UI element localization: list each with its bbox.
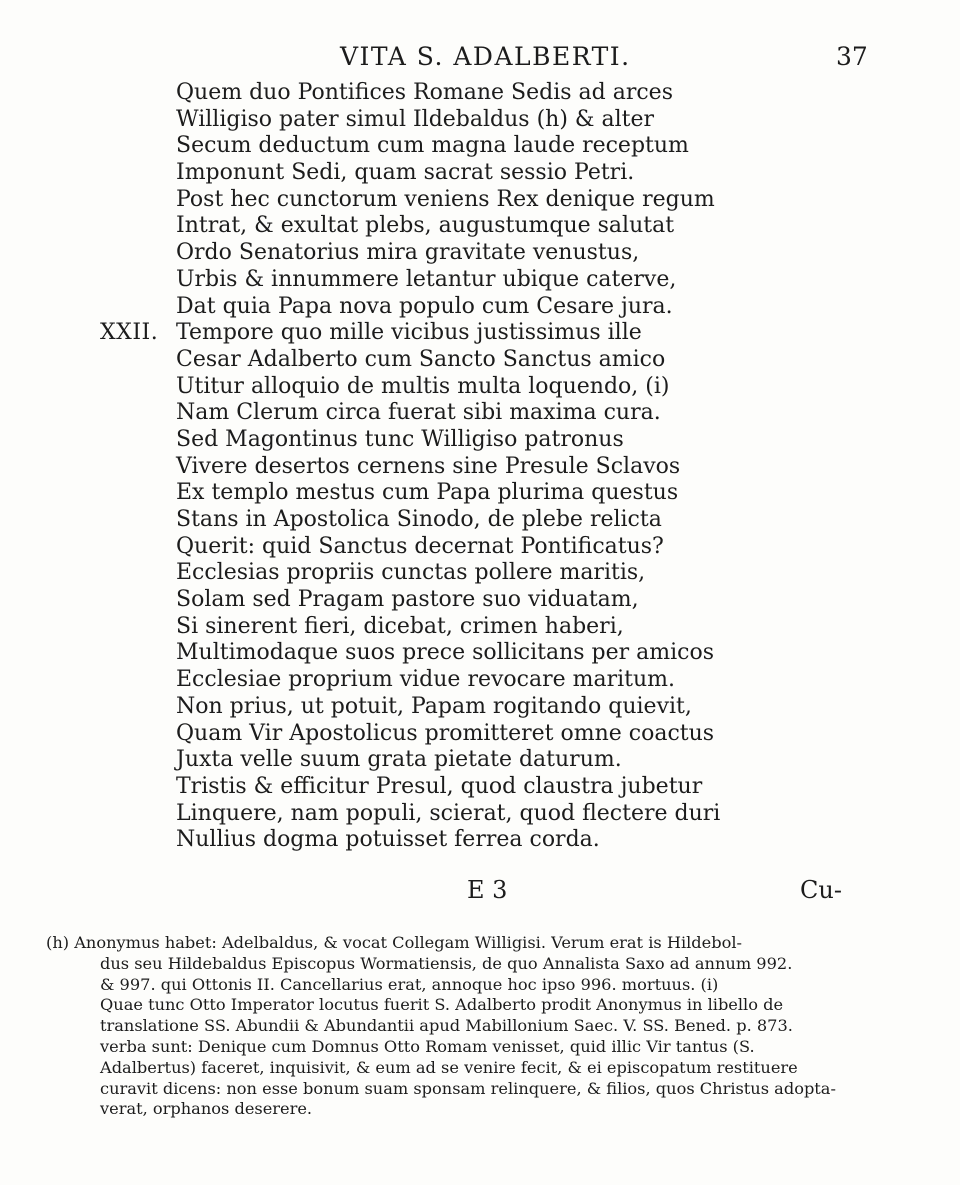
footnote-line: (h) Anonymus habet: Adelbaldus, & vocat Collegam Willigisi. Verum erat is Hildebol- — [46, 933, 742, 952]
verse-line — [0, 400, 960, 427]
verse-text: Post hec cunctorum veniens Rex denique regum — [176, 186, 715, 212]
verse-text: Querit: quid Sanctus decernat Pontificatus? — [176, 533, 664, 559]
verse-text: Ecclesias propriis cunctas pollere maritis, — [176, 560, 646, 586]
footnote-line: verat, orphanos deserere. — [100, 1099, 313, 1119]
verse-line — [0, 667, 960, 694]
verse-line — [0, 507, 960, 534]
running-head — [0, 42, 960, 78]
verse-line — [0, 133, 960, 160]
verse-text: Quam Vir Apostolicus promitteret omne coactus — [176, 720, 715, 746]
signature-mark: E 3 — [467, 876, 508, 904]
footnote-line: dus seu Hildebaldus Episcopus Wormatiensis, de quo Annalista Saxo ad annum 992. — [100, 953, 793, 973]
verse-line — [0, 240, 960, 267]
verse-text: Willigiso pater simul Ildebaldus (h) & alter — [176, 106, 655, 132]
verse-text: Juxta velle suum grata pietate daturum. — [176, 747, 622, 773]
verse-text: Imponunt Sedi, quam sacrat sessio Petri. — [176, 160, 635, 186]
verse-text: Non prius, ut potuit, Papam rogitando quievit, — [176, 693, 692, 719]
verse-text: Multimodaque suos prece sollicitans per amicos — [176, 640, 715, 666]
verse-line — [0, 560, 960, 587]
verse-line — [0, 294, 960, 321]
verse-line — [0, 747, 960, 774]
verse-text: Linquere, nam populi, scierat, quod flectere duri — [176, 800, 721, 826]
catchword: Cu- — [800, 876, 842, 904]
verse-text: Ordo Senatorius mira gravitate venustus, — [176, 240, 640, 266]
verse-text: Urbis & innummere letantur ubique caterve, — [176, 266, 677, 292]
footnote-line: & 997. qui Ottonis II. Cancellarius erat, annoque hoc ipso 996. mortuus. (i) — [100, 974, 719, 994]
verse-line — [0, 160, 960, 187]
verse-line — [0, 801, 960, 828]
running-title: VITA S. ADALBERTI. — [340, 42, 631, 71]
verse-text: Secum deductum cum magna laude receptum — [176, 133, 689, 159]
verse-text: Cesar Adalberto cum Sancto Sanctus amico — [176, 346, 666, 372]
verse-line — [0, 640, 960, 667]
verse-line — [0, 587, 960, 614]
footnote-line: Adalbertus) faceret, inquisivit, & eum ad se venire fecit, & ei episcopatum restituere — [100, 1057, 798, 1077]
verse-text: Nullius dogma potuisset ferrea corda. — [176, 827, 600, 853]
verse-text: Si sinerent fieri, dicebat, crimen haberi, — [176, 613, 624, 639]
signature-row — [0, 876, 960, 906]
verse-text: Tempore quo mille vicibus justissimus ille — [176, 320, 642, 346]
verse-line — [0, 80, 960, 107]
section-number: XXII. — [100, 320, 159, 346]
verse-block — [0, 80, 960, 854]
verse-text: Solam sed Pragam pastore suo viduatam, — [176, 587, 639, 613]
verse-line — [0, 827, 960, 854]
footnotes — [46, 933, 880, 1120]
verse-line — [0, 374, 960, 401]
verse-line — [0, 480, 960, 507]
verse-line — [0, 347, 960, 374]
verse-text: Tristis & efficitur Presul, quod claustra jubetur — [176, 773, 703, 799]
verse-text: Stans in Apostolica Sinodo, de plebe relicta — [176, 507, 662, 532]
verse-text: Quem duo Pontifices Romane Sedis ad arces — [176, 80, 673, 105]
verse-line — [0, 427, 960, 454]
verse-text: Sed Magontinus tunc Willigiso patronus — [176, 426, 624, 452]
verse-line — [0, 721, 960, 748]
verse-text: Vivere desertos cernens sine Presule Sclavos — [176, 453, 681, 479]
verse-text: Dat quia Papa nova populo cum Cesare jura. — [176, 293, 673, 319]
footnote-line: translatione SS. Abundii & Abundantii apud Mabillonium Saec. V. SS. Bened. p. 873. — [100, 1016, 793, 1036]
verse-line — [0, 213, 960, 240]
verse-line — [0, 534, 960, 561]
verse-line — [0, 454, 960, 481]
verse-line — [0, 774, 960, 801]
verse-line — [0, 267, 960, 294]
footnote-line: Quae tunc Otto Imperator locutus fuerit S. Adalberto prodit Anonymus in libello de — [100, 995, 784, 1015]
verse-line — [0, 694, 960, 721]
verse-line — [0, 187, 960, 214]
verse-line — [0, 320, 960, 347]
verse-text: Intrat, & exultat plebs, augustumque salutat — [176, 213, 675, 239]
footnote-line: curavit dicens: non esse bonum suam sponsam relinquere, & filios, quos Christus adopta- — [100, 1078, 836, 1098]
verse-text: Nam Clerum circa fuerat sibi maxima cura. — [176, 400, 661, 426]
verse-text: Ecclesiae proprium vidue revocare maritum. — [176, 667, 676, 693]
verse-line — [0, 107, 960, 134]
footnote-line: verba sunt: Denique cum Domnus Otto Romam venisset, quid illic Vir tantus (S. — [100, 1036, 755, 1056]
page-number: 37 — [836, 42, 868, 71]
verse-text: Utitur alloquio de multis multa loquendo, (i) — [176, 373, 670, 399]
verse-text: Ex templo mestus cum Papa plurima questus — [176, 480, 679, 506]
verse-line — [0, 614, 960, 641]
